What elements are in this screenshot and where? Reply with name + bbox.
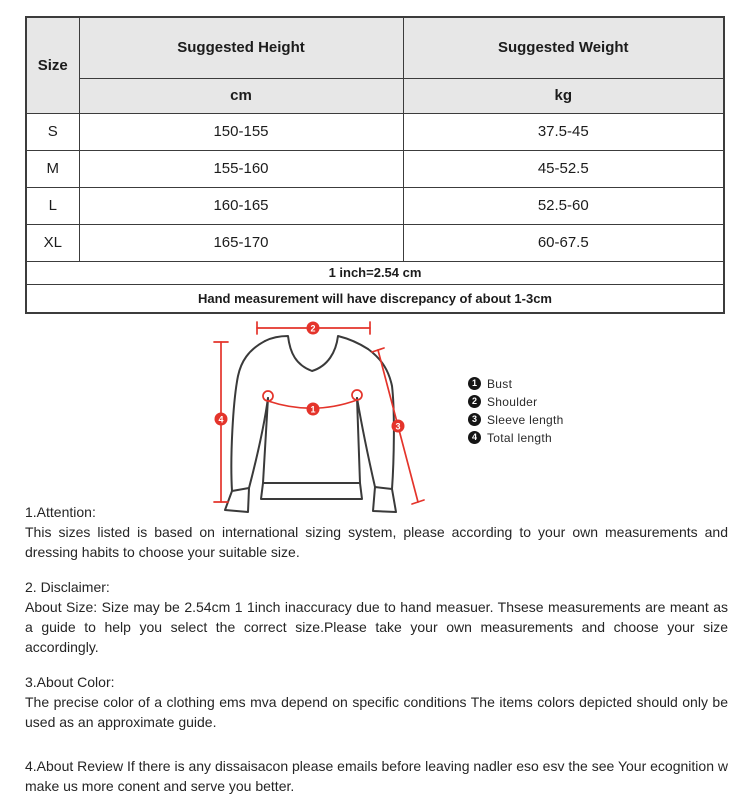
legend-item-shoulder	[468, 395, 564, 408]
size-cell: L	[26, 187, 79, 224]
height-cell: 160-165	[79, 187, 403, 224]
legend-number-icon: 3	[468, 413, 481, 426]
notes-section	[25, 502, 728, 811]
legend-label: Shoulder	[487, 394, 538, 409]
table-footnote-row	[26, 284, 724, 313]
size-chart-table	[25, 16, 725, 314]
weight-cell: 52.5-60	[403, 187, 724, 224]
legend-number-icon: 1	[468, 377, 481, 390]
callout-2-shoulder: 2	[310, 323, 316, 334]
inch-conversion-note: 1 inch=2.54 cm	[26, 261, 724, 284]
weight-column-header: Suggested Weight	[403, 17, 724, 78]
table-row-l	[26, 187, 724, 224]
note-disclaimer	[25, 577, 728, 657]
table-footnote-row	[26, 261, 724, 284]
size-cell: XL	[26, 224, 79, 261]
table-row-xl	[26, 224, 724, 261]
size-cell: S	[26, 113, 79, 150]
height-cell: 150-155	[79, 113, 403, 150]
legend-item-total-length	[468, 431, 564, 444]
note-heading: 2. Disclaimer:	[25, 579, 110, 595]
table-header-row	[26, 17, 724, 78]
callout-1-bust: 1	[310, 404, 316, 415]
note-body: This sizes listed is based on international sizing system, please according to your own measurements and dressing habits to choose your suitable size.	[25, 524, 728, 560]
height-cell: 155-160	[79, 150, 403, 187]
note-body: 4.About Review If there is any dissaisacon please emails before leaving nadler eso esv the see Your ecognition w make us more conent and serve you better.	[25, 758, 728, 794]
size-column-header: Size	[26, 17, 79, 113]
size-cell: M	[26, 150, 79, 187]
note-attention	[25, 502, 728, 562]
legend-number-icon: 2	[468, 395, 481, 408]
legend-label: Bust	[487, 376, 513, 391]
table-units-row	[26, 78, 724, 113]
note-heading: 1.Attention:	[25, 504, 96, 520]
height-cell: 165-170	[79, 224, 403, 261]
legend-label: Total length	[487, 430, 552, 445]
legend-item-sleeve-length	[468, 413, 564, 426]
measurement-legend	[468, 377, 564, 444]
note-about-review	[25, 756, 728, 796]
weight-cell: 60-67.5	[403, 224, 724, 261]
weight-cell: 45-52.5	[403, 150, 724, 187]
measurement-callouts	[215, 322, 405, 433]
note-about-color	[25, 672, 728, 732]
sweater-measurement-diagram	[140, 315, 480, 530]
legend-label: Sleeve length	[487, 412, 564, 427]
height-unit-header: cm	[79, 78, 403, 113]
legend-number-icon: 4	[468, 431, 481, 444]
height-column-header: Suggested Height	[79, 17, 403, 78]
callout-3-sleeve-length: 3	[395, 421, 401, 432]
note-body: The precise color of a clothing ems mva depend on specific conditions The items colors depicted should only be used as an approximate guide.	[25, 694, 728, 730]
weight-unit-header: kg	[403, 78, 724, 113]
callout-4-total-length: 4	[218, 414, 224, 425]
sweater-outline	[225, 336, 396, 512]
table-row-m	[26, 150, 724, 187]
note-body: About Size: Size may be 2.54cm 1 1inch inaccuracy due to hand measuer. Thsese measurements are meant as a guide to help you select the correct size.Please take your own measurements and choose your size accordingly.	[25, 599, 728, 655]
note-heading: 3.About Color:	[25, 674, 115, 690]
table-row-s	[26, 113, 724, 150]
hand-measurement-note: Hand measurement will have discrepancy of about 1-3cm	[26, 284, 724, 313]
weight-cell: 37.5-45	[403, 113, 724, 150]
legend-item-bust	[468, 377, 564, 390]
